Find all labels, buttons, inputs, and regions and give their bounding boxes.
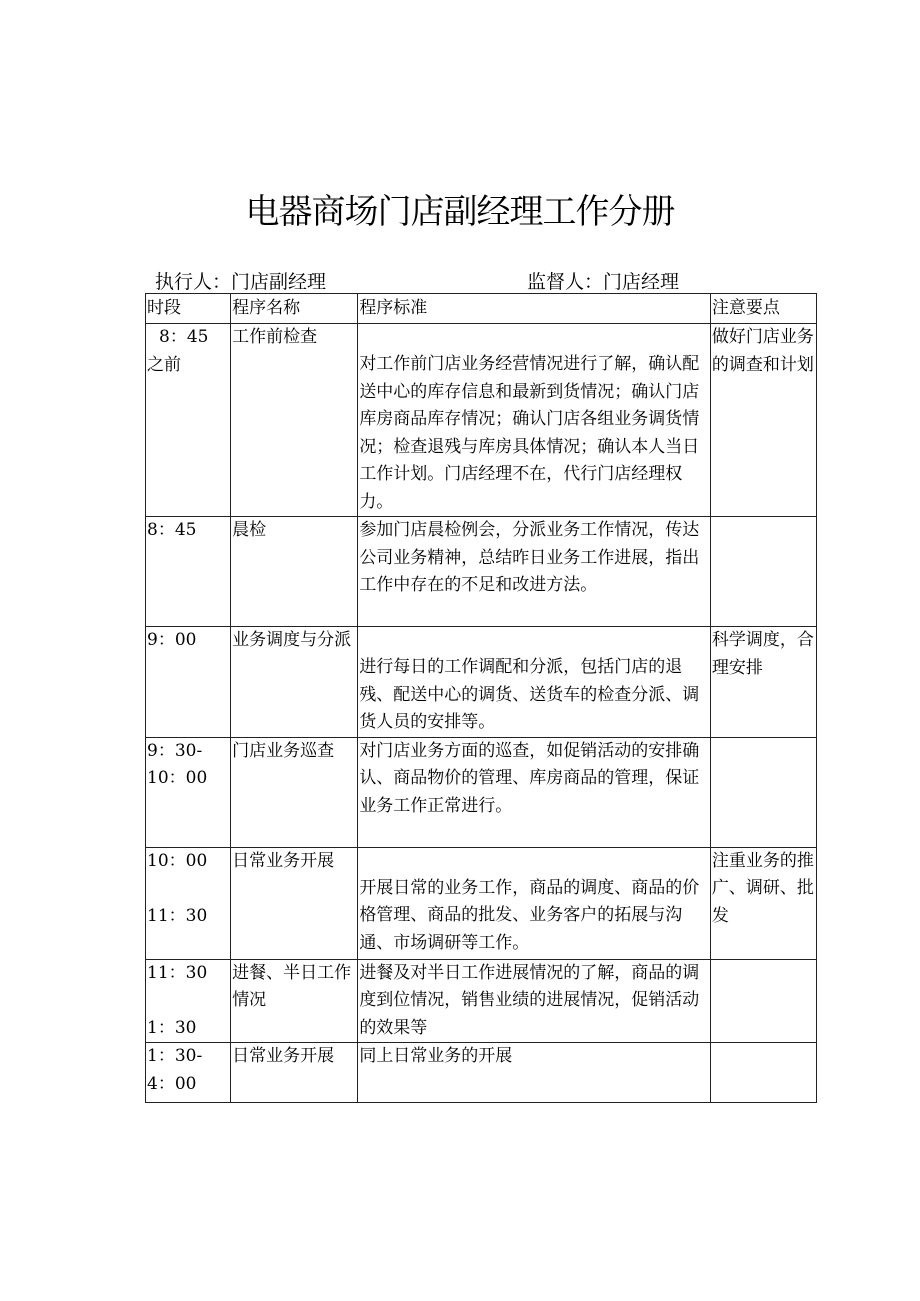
table-row: [146, 627, 817, 738]
notes-cell: 注重业务的推广、调研、批发: [710, 847, 816, 959]
procedure-standard-cell: 进行每日的工作调配和分派，包括门店的退残、配送中心的调货、送货车的检查分派、调货人员的安排等。: [358, 627, 711, 738]
supervisor-label: 监督人 ：: [527, 271, 603, 293]
notes-cell: [710, 1043, 816, 1103]
notes-cell: 做好门店业务的调查和计划: [710, 324, 816, 517]
time-line: 8：45: [159, 327, 209, 347]
procedure-name-cell: 工作前检查: [231, 324, 358, 517]
time-line: 9：00: [147, 630, 197, 650]
notes-cell: [710, 959, 816, 1043]
table-row: [146, 959, 817, 1043]
table-row: [146, 1043, 817, 1103]
header-procedure-name: 程序名称: [231, 294, 358, 324]
procedure-name-cell: 业务调度与分派: [231, 627, 358, 738]
time-cell: [146, 627, 231, 738]
procedure-standard-cell: 开展日常的业务工作，商品的调度、商品的价格管理、商品的批发、业务客户的拓展与沟通、市场调研等工作。: [358, 847, 711, 959]
procedure-standard-cell: 同上日常业务的开展: [358, 1043, 711, 1103]
procedure-standard-cell: 进餐及对半日工作进展情况的了解，商品的调度到位情况，销售业绩的进展情况，促销活动的效果等: [358, 959, 711, 1043]
supervisor-line: [527, 267, 679, 294]
header-notes: 注意要点: [710, 294, 816, 324]
executor-line: [155, 267, 326, 294]
procedure-name-cell: 日常业务开展: [231, 1043, 358, 1103]
procedure-name-cell: 门店业务巡查: [231, 737, 358, 847]
procedure-name-cell: 日常业务开展: [231, 847, 358, 959]
header-procedure-standard: 程序标准: [358, 294, 711, 324]
procedure-name-cell: 晨检: [231, 517, 358, 627]
time-cell: [146, 959, 231, 1043]
schedule-table: [145, 293, 817, 1103]
procedure-standard-cell: 对工作前门店业务经营情况进行了解，确认配送中心的库存信息和最新到货情况；确认门店库房商品库存情况；确认门店各组业务调货情况；检查退残与库房具体情况；确认本人当日工作计划。门店经理不在，代行门店经理权力。: [358, 324, 711, 517]
table-row: [146, 517, 817, 627]
procedure-standard-cell: 参加门店晨检例会，分派业务工作情况，传达公司业务精神，总结昨日业务工作进展，指出工作中存在的不足和改进方法。: [358, 517, 711, 627]
notes-cell: [710, 517, 816, 627]
time-cell: [146, 737, 231, 847]
time-line: 8：45: [147, 520, 197, 540]
time-line: 11：30: [147, 905, 208, 926]
time-line: [147, 987, 230, 1015]
table-row: [146, 847, 817, 959]
time-line: 1：30-: [147, 1046, 203, 1066]
time-line: 4：00: [147, 1073, 197, 1094]
time-line: 10：00: [147, 768, 208, 788]
notes-cell: 科学调度，合理安排: [710, 627, 816, 738]
document-title: 电器商场门店副经理工作分册: [245, 192, 675, 232]
time-cell: [146, 517, 231, 627]
time-line: 9：30-: [147, 740, 203, 761]
executor-label: 执行人 ：: [155, 271, 231, 293]
time-cell: [146, 847, 231, 959]
time-cell: [146, 324, 231, 517]
header-time: 时段: [146, 294, 231, 324]
procedure-name-cell: 进餐、半日工作情况: [231, 959, 358, 1043]
time-cell: [146, 1043, 231, 1103]
table-row: [146, 737, 817, 847]
procedure-standard-cell: 对门店业务方面的巡查，如促销活动的安排确认、商品物价的管理、库房商品的管理，保证业务工作正常进行。: [358, 737, 711, 847]
time-line: 11：30: [147, 962, 208, 983]
time-line: 之前: [147, 354, 181, 375]
time-line: [147, 875, 230, 903]
executor-value: 门店副经理: [231, 271, 327, 293]
time-line: 10：00: [147, 850, 208, 871]
table-header-row: [146, 294, 817, 324]
notes-cell: [710, 737, 816, 847]
time-line: 1：30: [147, 1017, 197, 1038]
supervisor-value: 门店经理: [603, 271, 680, 293]
table-row: [146, 324, 817, 517]
